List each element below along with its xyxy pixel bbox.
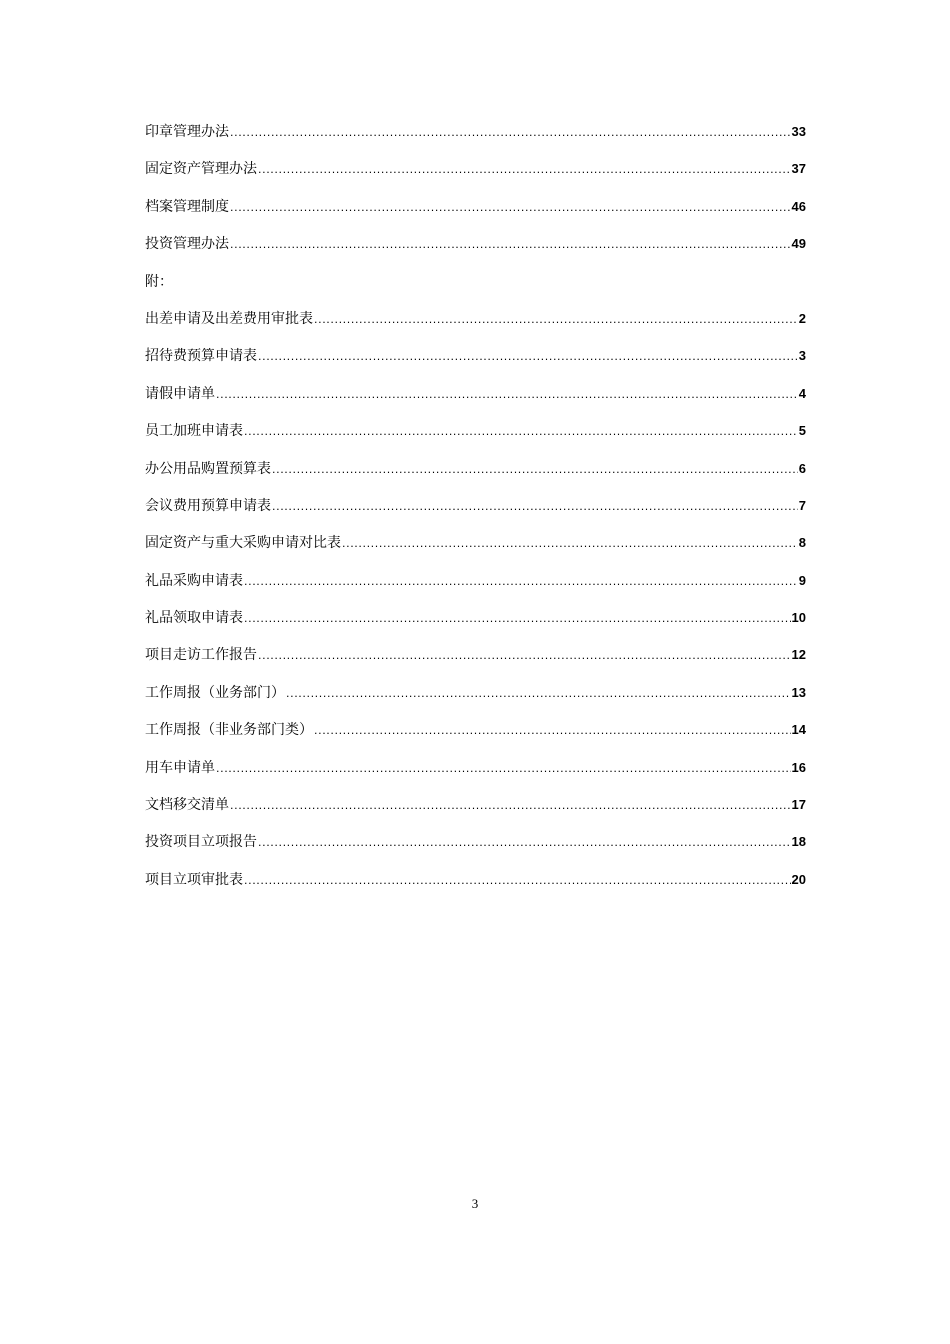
toc-entry-title: 礼品采购申请表 — [145, 572, 243, 589]
toc-entry-title: 用车申请单 — [145, 759, 215, 776]
toc-entry-page: 12 — [791, 647, 806, 663]
toc-entry-title: 项目走访工作报告 — [145, 647, 257, 664]
toc-entry-page: 17 — [791, 797, 806, 813]
toc-entry[interactable] — [145, 455, 806, 492]
toc-entry[interactable] — [145, 118, 806, 155]
toc-entry-page: 14 — [791, 722, 806, 738]
toc-entry[interactable] — [145, 716, 806, 753]
toc-entry-title: 会议费用预算申请表 — [145, 497, 271, 514]
toc-entry-title: 办公用品购置预算表 — [145, 460, 271, 477]
toc-dot-leader — [314, 717, 791, 745]
toc-entry-title: 固定资产管理办法 — [145, 161, 257, 178]
toc-entry-page: 13 — [791, 684, 806, 700]
toc-entry-page: 10 — [791, 610, 806, 626]
toc-entry[interactable] — [145, 679, 806, 716]
toc-entry-title: 工作周报（业务部门） — [145, 684, 285, 701]
toc-entry-title: 招待费预算申请表 — [145, 348, 257, 365]
page-number: 3 — [471, 1196, 479, 1211]
toc-entry-title: 固定资产与重大采购申请对比表 — [145, 535, 341, 552]
toc-dot-leader — [230, 231, 791, 259]
toc-entry-page: 16 — [791, 759, 806, 775]
toc-entry[interactable] — [145, 529, 806, 566]
toc-entry[interactable] — [145, 791, 806, 828]
toc-entry[interactable] — [145, 866, 806, 903]
toc-entry[interactable] — [145, 754, 806, 791]
toc-dot-leader — [244, 605, 791, 633]
toc-dot-leader — [230, 194, 791, 222]
toc-entry-title: 请假申请单 — [145, 385, 215, 402]
toc-entry[interactable] — [145, 604, 806, 641]
toc-entry-page: 8 — [798, 535, 806, 551]
toc-entry[interactable] — [145, 193, 806, 230]
toc-entry-title: 工作周报（非业务部门类） — [145, 722, 313, 739]
toc-dot-leader — [258, 829, 791, 857]
toc-entry[interactable] — [145, 567, 806, 604]
appendix-heading: 附： — [145, 273, 173, 290]
toc-entry-page: 5 — [798, 423, 806, 439]
toc-dot-leader — [230, 792, 791, 820]
toc-dot-leader — [230, 119, 791, 147]
toc-entry-page: 2 — [798, 310, 806, 326]
toc-entry-page: 37 — [791, 161, 806, 177]
appendix-entries-list — [145, 305, 806, 903]
toc-entry-title: 项目立项审批表 — [145, 871, 243, 888]
main-entries-list — [145, 118, 806, 268]
toc-entry-page: 33 — [791, 124, 806, 139]
toc-dot-leader — [272, 456, 798, 484]
toc-entry-title: 出差申请及出差费用审批表 — [145, 310, 313, 327]
toc-entry-title: 投资项目立项报告 — [145, 834, 257, 851]
toc-entry-title: 档案管理制度 — [145, 198, 229, 215]
toc-dot-leader — [244, 418, 798, 446]
toc-dot-leader — [286, 680, 791, 708]
toc-dot-leader — [342, 530, 798, 558]
toc-entry-page: 7 — [798, 497, 806, 513]
toc-dot-leader — [258, 642, 791, 670]
toc-entry-title: 员工加班申请表 — [145, 423, 243, 440]
toc-entry-page: 4 — [798, 385, 806, 401]
toc-dot-leader — [272, 493, 798, 521]
toc-entry[interactable] — [145, 380, 806, 417]
toc-entry[interactable] — [145, 230, 806, 267]
toc-entry-page: 3 — [798, 348, 806, 364]
toc-entry[interactable] — [145, 492, 806, 529]
toc-entry[interactable] — [145, 828, 806, 865]
toc-entry-page: 20 — [791, 871, 806, 887]
toc-dot-leader — [258, 343, 798, 371]
toc-entry-title: 文档移交清单 — [145, 797, 229, 814]
toc-dot-leader — [244, 867, 791, 895]
toc-dot-leader — [244, 568, 798, 596]
toc-entry-page: 6 — [798, 460, 806, 476]
toc-entry-title: 礼品领取申请表 — [145, 610, 243, 627]
table-of-contents — [145, 118, 806, 903]
toc-dot-leader — [258, 156, 791, 184]
toc-dot-leader — [314, 306, 798, 334]
toc-dot-leader — [216, 381, 798, 409]
toc-entry[interactable] — [145, 342, 806, 379]
toc-entry-page: 46 — [791, 198, 806, 214]
toc-entry[interactable] — [145, 417, 806, 454]
toc-entry-title: 投资管理办法 — [145, 236, 229, 253]
toc-entry[interactable] — [145, 305, 806, 342]
toc-entry-title: 印章管理办法 — [145, 124, 229, 140]
toc-entry-page: 49 — [791, 236, 806, 252]
toc-entry-page: 18 — [791, 834, 806, 850]
toc-entry[interactable] — [145, 641, 806, 678]
toc-dot-leader — [216, 755, 791, 783]
toc-entry-page: 9 — [798, 572, 806, 588]
toc-entry[interactable] — [145, 155, 806, 192]
